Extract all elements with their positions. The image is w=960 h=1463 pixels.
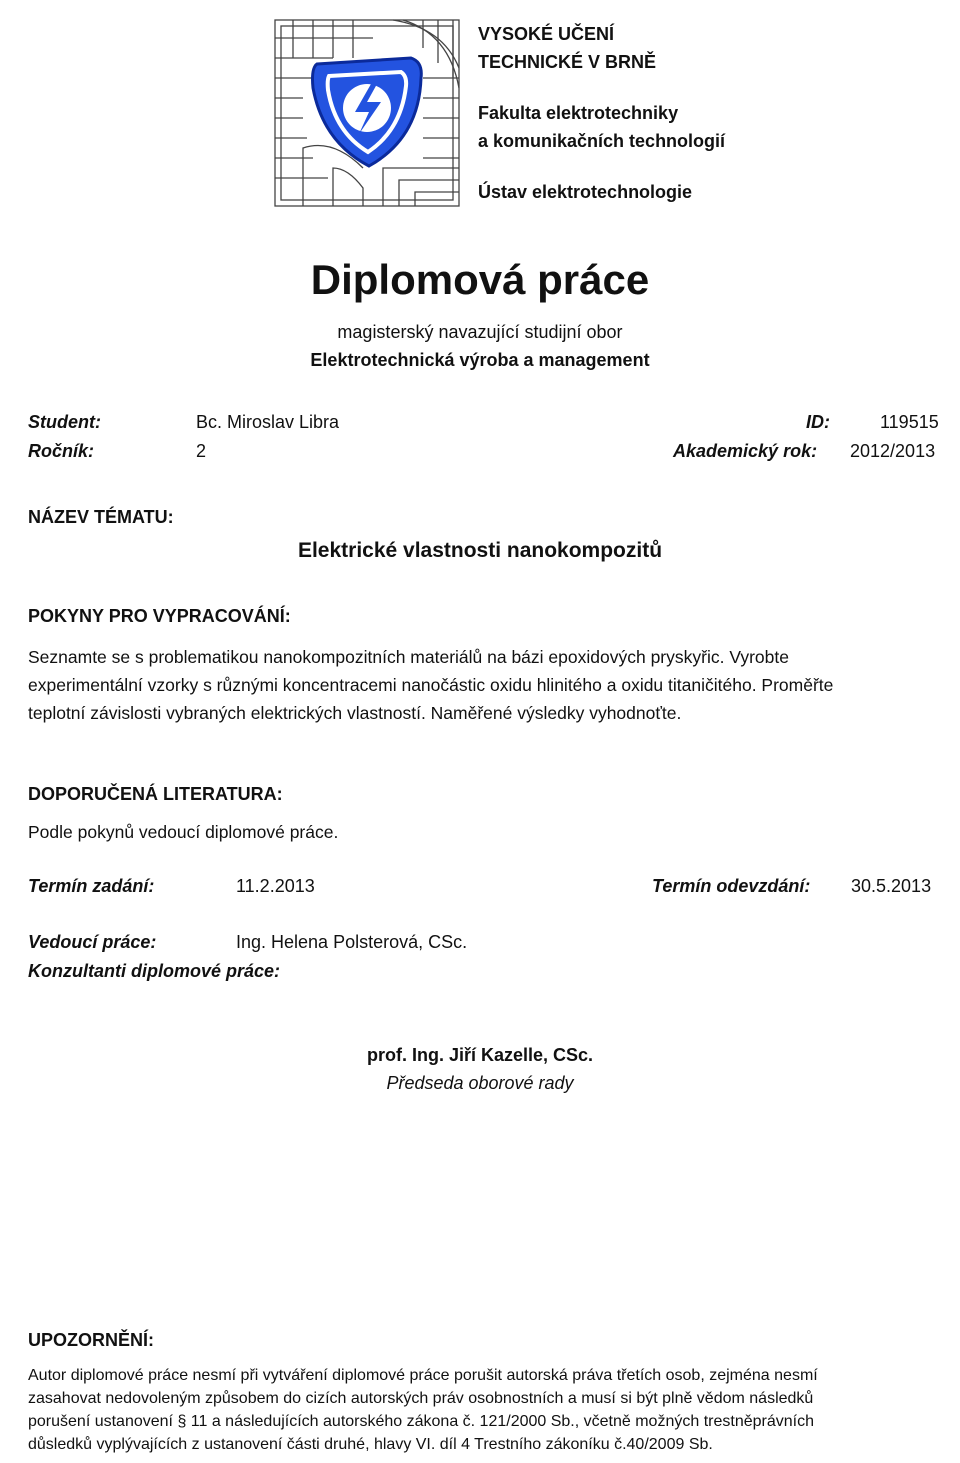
literature-text: Podle pokynů vedoucí diplomové práce. bbox=[28, 822, 339, 842]
instructions-label: POKYNY PRO VYPRACOVÁNÍ: bbox=[28, 606, 291, 626]
signatory-role: Předseda oborové rady bbox=[386, 1073, 574, 1093]
vut-feec-shield-logo bbox=[273, 18, 461, 208]
id-value: 119515 bbox=[880, 412, 939, 432]
literature-label: DOPORUČENÁ LITERATURA: bbox=[28, 784, 283, 804]
warning-label: UPOZORNĚNÍ: bbox=[28, 1330, 154, 1350]
student-label: Student: bbox=[28, 412, 101, 432]
warning-line: zasahovat nedovoleným způsobem do cizích autorských práv osobnostních a musí si být plně vědom následků bbox=[28, 1390, 814, 1407]
submit-date-value: 30.5.2013 bbox=[851, 876, 932, 896]
instructions-line: experimentální vzorky s různými koncentracemi nanočástic oxidu hlinitého a oxidu titaničitého. Proměřte bbox=[28, 675, 834, 695]
id-label: ID: bbox=[806, 412, 830, 432]
supervisor-name: Ing. Helena Polsterová, CSc. bbox=[236, 932, 468, 952]
instructions-text bbox=[28, 643, 943, 727]
supervisor-label: Vedoucí práce: bbox=[28, 932, 157, 952]
document-title: Diplomová práce bbox=[310, 256, 650, 303]
topic-label: NÁZEV TÉMATU: bbox=[28, 507, 174, 527]
institute-name: Ústav elektrotechnologie bbox=[478, 182, 693, 202]
university-name-line1: VYSOKÉ UČENÍ bbox=[478, 24, 615, 44]
academic-year-value: 2012/2013 bbox=[850, 441, 936, 461]
signatory-name: prof. Ing. Jiří Kazelle, CSc. bbox=[366, 1045, 594, 1065]
topic-title: Elektrické vlastnosti nanokompozitů bbox=[297, 539, 663, 562]
warning-text bbox=[28, 1364, 943, 1456]
university-name-line2: TECHNICKÉ V BRNĚ bbox=[478, 52, 657, 72]
warning-line: Autor diplomové práce nesmí při vytváření diplomové práce porušit autorská práva třetích osob, zejména nesmí bbox=[28, 1367, 818, 1384]
warning-line: důsledků vyplývajících z ustanovení části druhé, hlavy VI. díl 4 Trestního zákoníku č.40/2009 Sb. bbox=[28, 1436, 713, 1453]
assigned-date-value: 11.2.2013 bbox=[236, 876, 315, 896]
year-label: Ročník: bbox=[28, 441, 95, 461]
academic-year-label: Akademický rok: bbox=[673, 441, 818, 461]
warning-line: porušení ustanovení § 11 a následujících autorského zákona č. 121/2000 Sb., včetně možných trestněprávních bbox=[28, 1413, 814, 1430]
consultants-label: Konzultanti diplomové práce: bbox=[28, 961, 281, 981]
faculty-name-line1: Fakulta elektrotechniky bbox=[478, 103, 679, 123]
study-program: magisterský navazující studijní obor bbox=[337, 322, 623, 342]
instructions-line: Seznamte se s problematikou nanokompozitních materiálů na bázi epoxidových pryskyřic. Vyrobte bbox=[28, 647, 789, 667]
faculty-name-line2: a komunikačních technologií bbox=[478, 131, 726, 151]
assigned-date-label: Termín zadání: bbox=[28, 876, 155, 896]
study-field: Elektrotechnická výroba a management bbox=[310, 350, 650, 370]
instructions-line: teplotní závislosti vybraných elektrických vlastností. Naměřené výsledky vyhodnoťte. bbox=[28, 703, 682, 723]
year-value: 2 bbox=[196, 441, 207, 461]
student-name: Bc. Miroslav Libra bbox=[196, 412, 340, 432]
submit-date-label: Termín odevzdání: bbox=[652, 876, 811, 896]
